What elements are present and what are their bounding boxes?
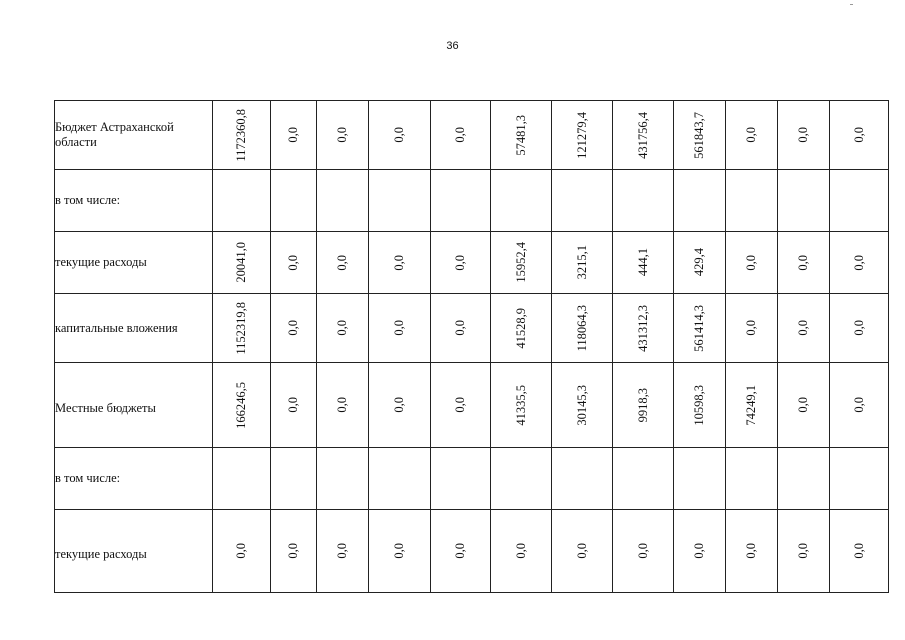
value-cell [369, 294, 431, 363]
value-cell [369, 101, 431, 170]
value-cell [613, 510, 674, 593]
value-cell [271, 294, 317, 363]
cell-value: 0,0 [234, 543, 248, 559]
value-cell [830, 232, 889, 294]
cell-value: 431756,4 [635, 111, 650, 159]
table-row [55, 170, 889, 232]
value-cell [613, 363, 674, 448]
cell-value: 0,0 [335, 543, 349, 559]
value-cell [830, 363, 889, 448]
value-cell [317, 448, 369, 510]
budget-table [54, 100, 889, 593]
value-cell [778, 448, 830, 510]
cell-value: 0,0 [453, 543, 467, 559]
value-cell [613, 101, 674, 170]
value-cell [726, 232, 778, 294]
row-label: Местные бюджеты [55, 363, 213, 448]
value-cell [213, 510, 271, 593]
row-label: текущие расходы [55, 510, 213, 593]
value-cell [431, 363, 491, 448]
value-cell [830, 448, 889, 510]
value-cell [213, 232, 271, 294]
cell-value: 3215,1 [574, 245, 589, 280]
cell-value: 0,0 [335, 254, 349, 271]
table-row [55, 363, 889, 448]
value-cell [613, 448, 674, 510]
value-cell [271, 101, 317, 170]
cell-value: 0,0 [286, 543, 300, 559]
value-cell [726, 294, 778, 363]
value-cell [431, 294, 491, 363]
value-cell [674, 510, 726, 593]
value-cell [778, 232, 830, 294]
cell-value: 1172360,8 [234, 108, 248, 162]
value-cell [830, 101, 889, 170]
cell-value: 0,0 [392, 254, 406, 271]
cell-value: 0,0 [796, 397, 810, 413]
value-cell [674, 363, 726, 448]
value-cell [726, 448, 778, 510]
cell-value: 0,0 [286, 397, 300, 413]
value-cell [613, 294, 674, 363]
value-cell [491, 232, 552, 294]
value-cell [726, 101, 778, 170]
value-cell [213, 101, 271, 170]
value-cell [778, 363, 830, 448]
value-cell [271, 232, 317, 294]
value-cell [674, 448, 726, 510]
row-label: в том числе: [55, 170, 213, 232]
value-cell [369, 448, 431, 510]
cell-value: 0,0 [453, 254, 467, 271]
value-cell [431, 170, 491, 232]
value-cell [552, 510, 613, 593]
value-cell [317, 294, 369, 363]
value-cell [674, 232, 726, 294]
scan-mark [850, 4, 853, 5]
cell-value: 0,0 [453, 127, 467, 143]
value-cell [726, 170, 778, 232]
value-cell [369, 363, 431, 448]
value-cell [491, 448, 552, 510]
value-cell [778, 101, 830, 170]
value-cell [431, 510, 491, 593]
cell-value: 0,0 [851, 320, 866, 336]
cell-value: 0,0 [744, 127, 758, 143]
value-cell [271, 448, 317, 510]
cell-value: 0,0 [744, 543, 758, 559]
cell-value: 0,0 [335, 397, 349, 413]
value-cell [552, 294, 613, 363]
value-cell [317, 170, 369, 232]
cell-value: 30145,3 [574, 384, 589, 426]
value-cell [552, 232, 613, 294]
row-label: капитальные вложения [55, 294, 213, 363]
cell-value: 0,0 [635, 543, 650, 559]
value-cell [491, 101, 552, 170]
cell-value: 0,0 [392, 320, 406, 336]
value-cell [491, 363, 552, 448]
table-row [55, 101, 889, 170]
cell-value: 0,0 [392, 397, 406, 413]
value-cell [431, 101, 491, 170]
value-cell [317, 510, 369, 593]
value-cell [552, 363, 613, 448]
cell-value: 0,0 [513, 543, 528, 559]
value-cell [830, 294, 889, 363]
value-cell [213, 170, 271, 232]
cell-value: 9918,3 [635, 387, 650, 423]
cell-value: 57481,3 [513, 114, 528, 156]
value-cell [674, 294, 726, 363]
cell-value: 0,0 [453, 397, 467, 413]
value-cell [369, 232, 431, 294]
table-row [55, 510, 889, 593]
value-cell [431, 448, 491, 510]
page-number: 36 [446, 40, 459, 52]
cell-value: 0,0 [335, 127, 349, 143]
cell-value: 0,0 [851, 397, 866, 413]
value-cell [491, 294, 552, 363]
table-row [55, 448, 889, 510]
cell-value: 0,0 [335, 320, 349, 336]
value-cell [213, 448, 271, 510]
cell-value: 561843,7 [692, 111, 706, 159]
cell-value: 166246,5 [234, 381, 248, 429]
row-label: Бюджет Астраханской области [55, 101, 213, 170]
value-cell [271, 170, 317, 232]
cell-value: 20041,0 [234, 242, 248, 283]
value-cell [317, 101, 369, 170]
cell-value: 0,0 [851, 543, 866, 559]
table-row [55, 294, 889, 363]
value-cell [726, 363, 778, 448]
cell-value: 41528,9 [513, 307, 528, 349]
cell-value: 0,0 [392, 127, 406, 143]
cell-value: 429,4 [692, 248, 706, 277]
value-cell [778, 170, 830, 232]
value-cell [552, 448, 613, 510]
table-row [55, 232, 889, 294]
value-cell [317, 363, 369, 448]
row-label: в том числе: [55, 448, 213, 510]
cell-value: 561414,3 [692, 304, 706, 352]
value-cell [271, 510, 317, 593]
cell-value: 0,0 [851, 254, 866, 271]
value-cell [613, 170, 674, 232]
value-cell [552, 170, 613, 232]
cell-value: 0,0 [796, 127, 810, 143]
cell-value: 444,1 [635, 248, 650, 277]
value-cell [778, 510, 830, 593]
value-cell [726, 510, 778, 593]
value-cell [369, 510, 431, 593]
cell-value: 0,0 [286, 254, 300, 271]
cell-value: 0,0 [574, 543, 589, 559]
cell-value: 0,0 [744, 254, 758, 271]
cell-value: 0,0 [453, 320, 467, 336]
cell-value: 10598,3 [692, 384, 706, 426]
value-cell [431, 232, 491, 294]
cell-value: 0,0 [692, 543, 706, 559]
cell-value: 1152319,8 [234, 301, 248, 355]
cell-value: 0,0 [392, 543, 406, 559]
value-cell [552, 101, 613, 170]
cell-value: 431312,3 [635, 304, 650, 352]
cell-value: 0,0 [796, 254, 810, 271]
value-cell [271, 363, 317, 448]
value-cell [778, 294, 830, 363]
cell-value: 74249,1 [744, 384, 758, 426]
cell-value: 121279,4 [574, 111, 589, 159]
cell-value: 0,0 [286, 320, 300, 336]
value-cell [674, 101, 726, 170]
value-cell [491, 170, 552, 232]
row-label: текущие расходы [55, 232, 213, 294]
value-cell [213, 294, 271, 363]
cell-value: 0,0 [796, 320, 810, 336]
value-cell [491, 510, 552, 593]
value-cell [830, 510, 889, 593]
cell-value: 41335,5 [513, 384, 528, 426]
value-cell [613, 232, 674, 294]
cell-value: 0,0 [796, 543, 810, 559]
cell-value: 0,0 [851, 127, 866, 143]
cell-value: 0,0 [744, 320, 758, 336]
value-cell [830, 170, 889, 232]
value-cell [213, 363, 271, 448]
cell-value: 0,0 [286, 127, 300, 143]
cell-value: 118064,3 [574, 304, 589, 352]
cell-value: 15952,4 [513, 242, 528, 283]
value-cell [369, 170, 431, 232]
value-cell [317, 232, 369, 294]
value-cell [674, 170, 726, 232]
